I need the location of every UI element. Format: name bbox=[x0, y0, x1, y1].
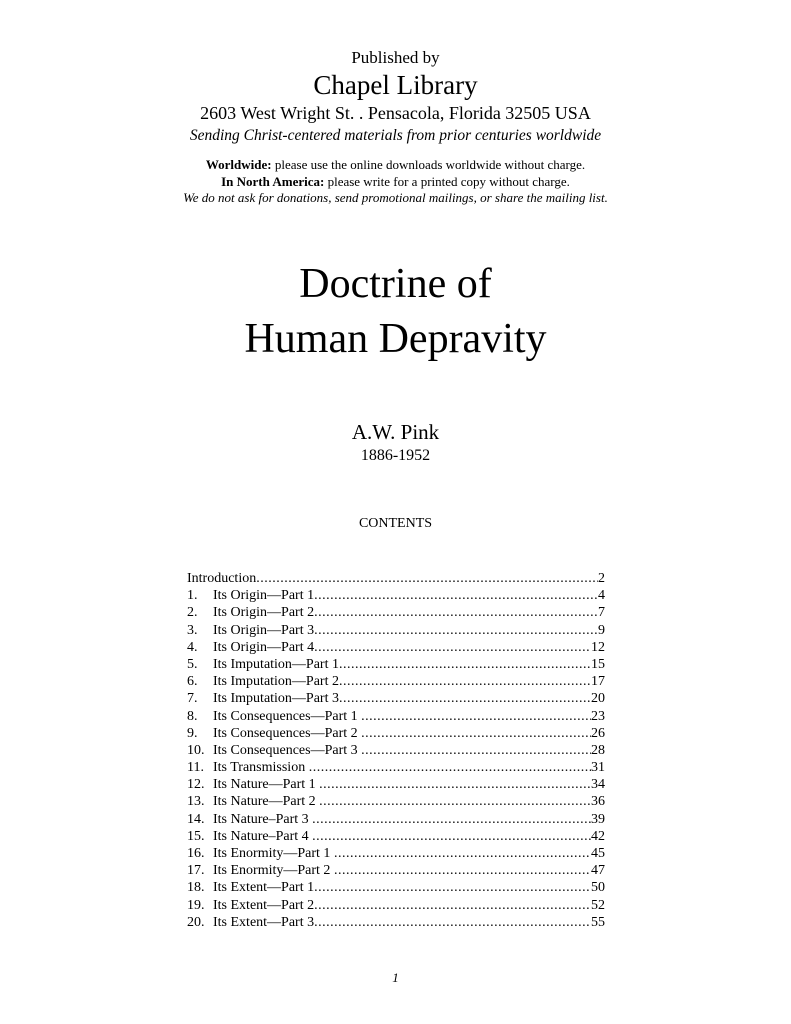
north-america-label: In North America: bbox=[221, 174, 325, 189]
toc-entry-number: 1. bbox=[187, 588, 198, 604]
toc-entry-title: Its Extent—Part 3 bbox=[213, 914, 315, 930]
page-number: 1 bbox=[392, 970, 399, 985]
toc-entry-page: 47 bbox=[591, 863, 605, 879]
toc-entry-page: 23 bbox=[591, 708, 605, 724]
toc-entry-title: Its Origin—Part 1 bbox=[213, 588, 315, 604]
toc-entry bbox=[187, 622, 605, 639]
toc-entry-number: 20. bbox=[187, 914, 205, 930]
toc-entry bbox=[187, 708, 605, 725]
toc-entry-page: 15 bbox=[591, 656, 605, 672]
toc-entry-page: 7 bbox=[598, 605, 605, 621]
toc-entry-number: 7. bbox=[187, 691, 198, 707]
north-america-note bbox=[0, 174, 791, 190]
toc-entry-page: 39 bbox=[591, 811, 605, 827]
contents-heading: CONTENTS bbox=[358, 516, 433, 531]
toc-entry-number: 11. bbox=[187, 760, 204, 776]
toc-entry bbox=[187, 793, 605, 810]
worldwide-note bbox=[0, 157, 791, 173]
publisher-address: 2603 West Wright St. . Pensacola, Florida 32505 USA bbox=[200, 103, 591, 123]
toc-entry-number: 4. bbox=[187, 639, 198, 655]
toc-dot-leader bbox=[312, 828, 591, 845]
toc-entry bbox=[187, 759, 605, 776]
toc-entry-number: 13. bbox=[187, 794, 205, 810]
toc-entry-page: 12 bbox=[591, 639, 605, 655]
toc-entry-page: 50 bbox=[591, 880, 605, 896]
toc-dot-leader bbox=[361, 708, 591, 725]
toc-entry-number: 17. bbox=[187, 863, 205, 879]
toc-dot-leader bbox=[314, 587, 598, 604]
toc-entry bbox=[187, 828, 605, 845]
toc-dot-leader bbox=[361, 725, 591, 742]
toc-dot-leader bbox=[256, 570, 598, 587]
toc-entry-page: 2 bbox=[598, 571, 605, 586]
toc-entry-title: Its Origin—Part 4 bbox=[213, 639, 315, 655]
toc-entry-title: Its Enormity—Part 2 bbox=[213, 863, 334, 879]
table-of-contents bbox=[187, 570, 605, 931]
publisher-tagline: Sending Christ-centered materials from prior centuries worldwide bbox=[189, 127, 602, 144]
toc-entry-title: Its Nature–Part 4 bbox=[213, 828, 313, 844]
toc-entry-page: 45 bbox=[591, 846, 605, 861]
toc-entry-number: 5. bbox=[187, 656, 198, 672]
toc-entry bbox=[187, 897, 605, 914]
toc-dot-leader bbox=[314, 879, 591, 896]
toc-entry bbox=[187, 604, 605, 621]
toc-entry-title: Its Nature—Part 2 bbox=[213, 794, 320, 810]
toc-entry-page: 31 bbox=[591, 760, 605, 776]
toc-entry-number: 18. bbox=[187, 880, 205, 896]
toc-entry-number: 8. bbox=[187, 708, 198, 724]
toc-entry-page: 4 bbox=[598, 588, 605, 604]
toc-entry-title: Its Consequences—Part 2 bbox=[213, 725, 362, 741]
toc-entry-title: Its Extent—Part 2 bbox=[213, 897, 315, 913]
toc-entry bbox=[187, 639, 605, 656]
toc-entry-title: Its Consequences—Part 1 bbox=[213, 708, 362, 724]
toc-dot-leader bbox=[314, 639, 591, 656]
toc-entry-title: Its Transmission bbox=[213, 760, 309, 776]
toc-dot-leader bbox=[319, 776, 591, 793]
toc-entry-title: Its Nature—Part 1 bbox=[213, 777, 320, 793]
toc-entry bbox=[187, 690, 605, 707]
toc-entry-page: 55 bbox=[591, 914, 605, 930]
toc-entry-number: 12. bbox=[187, 777, 205, 793]
toc-dot-leader bbox=[339, 656, 591, 673]
toc-entry-title: Its Extent—Part 1 bbox=[213, 880, 315, 896]
toc-entry-title: Its Origin—Part 2 bbox=[213, 605, 315, 621]
toc-entry bbox=[187, 656, 605, 673]
toc-entry bbox=[187, 742, 605, 759]
toc-entry bbox=[187, 811, 605, 828]
toc-entry bbox=[187, 862, 605, 879]
toc-entry-number: 9. bbox=[187, 725, 198, 741]
toc-entry bbox=[187, 914, 605, 931]
toc-entry-number: 14. bbox=[187, 811, 205, 827]
toc-entry-title: Its Origin—Part 3 bbox=[213, 622, 315, 638]
toc-entry-page: 17 bbox=[591, 674, 605, 690]
toc-entry-title: Its Imputation—Part 1 bbox=[213, 656, 339, 672]
toc-dot-leader bbox=[309, 759, 591, 776]
toc-entry-title: Its Imputation—Part 3 bbox=[213, 691, 339, 707]
toc-entry bbox=[187, 673, 605, 690]
toc-entry-number: 15. bbox=[187, 828, 205, 844]
toc-dot-leader bbox=[319, 793, 591, 810]
toc-entry-page: 28 bbox=[591, 742, 605, 758]
toc-entry-number: 3. bbox=[187, 622, 198, 638]
toc-entry-title: Its Enormity—Part 1 bbox=[213, 846, 334, 861]
toc-dot-leader bbox=[334, 845, 591, 862]
toc-dot-leader bbox=[339, 690, 591, 707]
worldwide-label: Worldwide: bbox=[205, 157, 272, 172]
toc-dot-leader bbox=[314, 914, 591, 931]
author-name: A.W. Pink bbox=[351, 420, 440, 444]
no-donations-note: We do not ask for donations, send promotional mailings, or share the mailing list. bbox=[183, 190, 608, 205]
toc-entry-page: 20 bbox=[591, 691, 605, 707]
worldwide-text: please use the online downloads worldwide without charge. bbox=[271, 157, 586, 172]
toc-entry-number: 19. bbox=[187, 897, 205, 913]
toc-entry-title: Its Consequences—Part 3 bbox=[213, 742, 362, 758]
toc-entry-page: 34 bbox=[591, 777, 605, 793]
title-line-2: Human Depravity bbox=[244, 316, 547, 362]
publisher-name: Chapel Library bbox=[313, 70, 478, 100]
toc-entry-title: Its Imputation—Part 2 bbox=[213, 674, 339, 690]
toc-entry bbox=[187, 725, 605, 742]
toc-entry bbox=[187, 570, 605, 587]
toc-entry bbox=[187, 845, 605, 862]
toc-entry-number: 6. bbox=[187, 674, 198, 690]
toc-dot-leader bbox=[334, 862, 591, 879]
toc-entry-number: 10. bbox=[187, 742, 205, 758]
toc-entry bbox=[187, 587, 605, 604]
toc-dot-leader bbox=[339, 673, 591, 690]
toc-dot-leader bbox=[314, 622, 598, 639]
toc-entry-page: 36 bbox=[591, 794, 605, 810]
title-line-1: Doctrine of bbox=[299, 261, 492, 307]
toc-entry-page: 52 bbox=[591, 897, 605, 913]
toc-entry bbox=[187, 776, 605, 793]
toc-entry bbox=[187, 879, 605, 896]
toc-entry-title: Its Nature–Part 3 bbox=[213, 811, 313, 827]
published-by: Published by bbox=[351, 48, 440, 67]
toc-entry-page: 42 bbox=[591, 828, 605, 844]
toc-entry-number: 16. bbox=[187, 846, 205, 861]
toc-entry-title: Introduction bbox=[187, 571, 257, 586]
north-america-text: please write for a printed copy without charge. bbox=[324, 174, 570, 189]
toc-entry-page: 26 bbox=[591, 725, 605, 741]
toc-dot-leader bbox=[314, 897, 591, 914]
toc-entry-page: 9 bbox=[598, 622, 605, 638]
toc-dot-leader bbox=[361, 742, 591, 759]
toc-entry-number: 2. bbox=[187, 605, 198, 621]
author-years: 1886-1952 bbox=[360, 447, 431, 464]
toc-dot-leader bbox=[314, 604, 598, 621]
toc-dot-leader bbox=[312, 811, 591, 828]
